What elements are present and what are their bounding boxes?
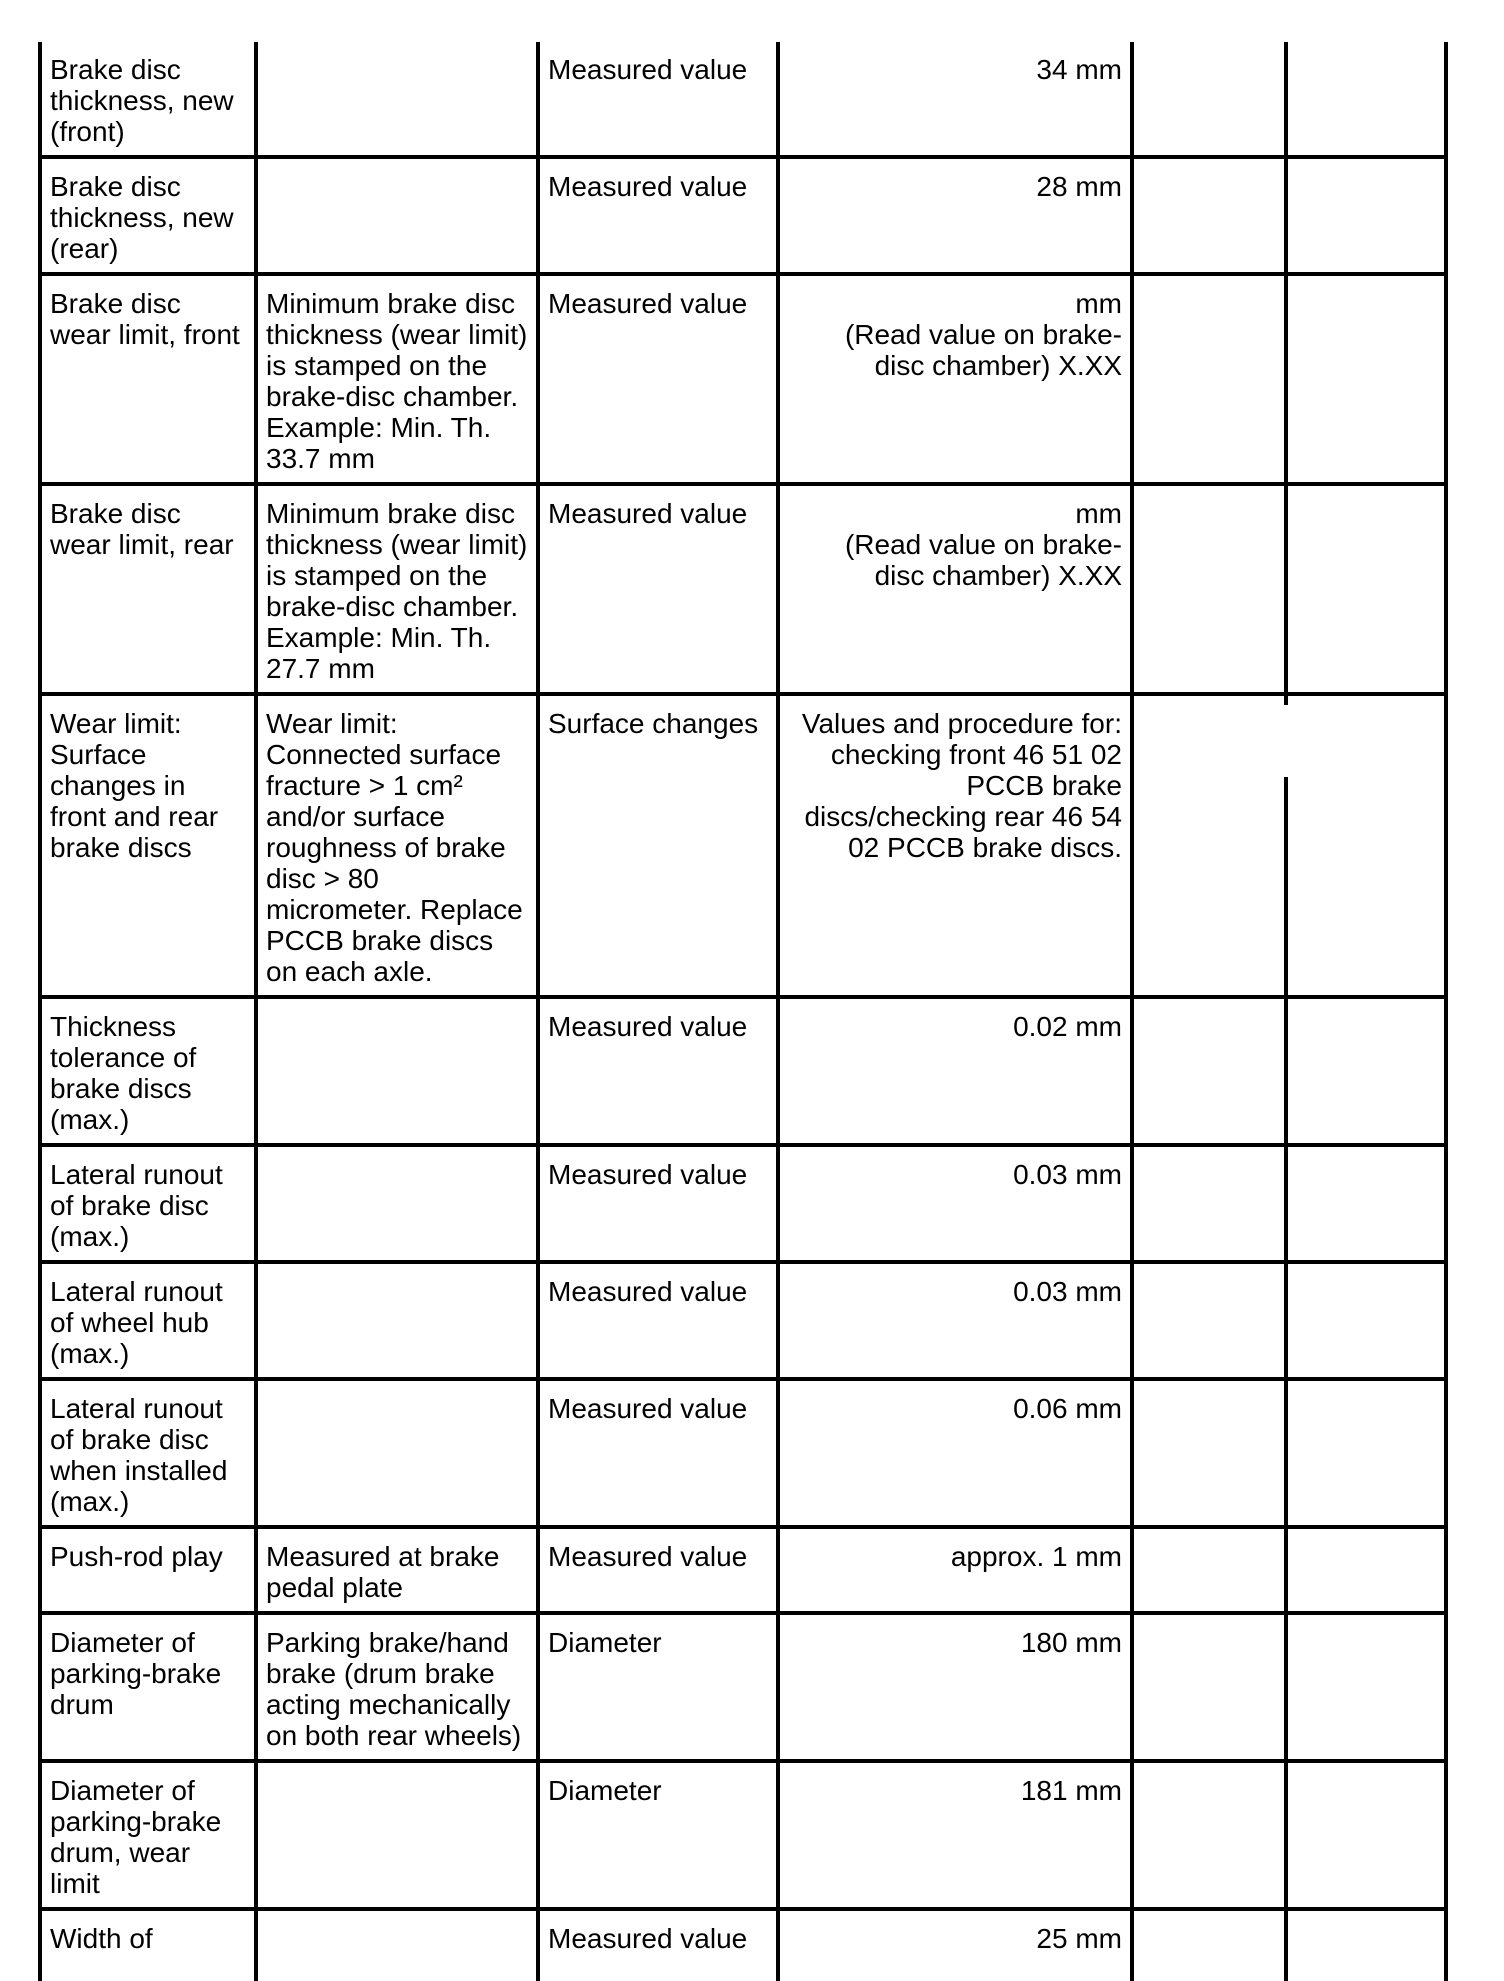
- parameter-cell: Width of: [40, 1909, 256, 1981]
- table-row: [40, 1262, 1446, 1379]
- note-cell: [256, 1761, 538, 1909]
- parameter-cell: Brake disc wear limit, rear: [40, 484, 256, 694]
- table-row: [40, 1145, 1446, 1262]
- value-cell: mm (Read value on brake- disc chamber) X.XX: [778, 484, 1132, 694]
- note-cell: [256, 997, 538, 1145]
- note-cell: [256, 1909, 538, 1981]
- type-cell: Measured value: [538, 274, 778, 484]
- blank-cell-5: [1132, 1379, 1286, 1527]
- table-row: [40, 694, 1446, 997]
- parameter-cell: Thickness tolerance of brake discs (max.): [40, 997, 256, 1145]
- type-cell: Surface changes: [538, 694, 778, 997]
- note-cell: [256, 1379, 538, 1527]
- table-row: [40, 1761, 1446, 1909]
- blank-cell-6: [1286, 997, 1446, 1145]
- value-cell: approx. 1 mm: [778, 1527, 1132, 1613]
- note-cell: Measured at brake pedal plate: [256, 1527, 538, 1613]
- value-cell: 34 mm: [778, 42, 1132, 157]
- parameter-cell: Brake disc thickness, new (front): [40, 42, 256, 157]
- blank-cell-6: [1286, 1379, 1446, 1527]
- table-row: [40, 157, 1446, 274]
- value-cell: 0.02 mm: [778, 997, 1132, 1145]
- type-cell: Measured value: [538, 1379, 778, 1527]
- table-row: [40, 274, 1446, 484]
- note-cell: [256, 157, 538, 274]
- type-cell: Measured value: [538, 1262, 778, 1379]
- type-cell: Measured value: [538, 1145, 778, 1262]
- blank-cell-5: [1132, 694, 1286, 997]
- blank-cell-5: [1132, 274, 1286, 484]
- blank-cell-6: [1286, 1262, 1446, 1379]
- blank-cell-6: [1286, 1761, 1446, 1909]
- value-cell: 0.06 mm: [778, 1379, 1132, 1527]
- table-row: [40, 997, 1446, 1145]
- type-cell: Diameter: [538, 1761, 778, 1909]
- blank-cell-6: [1286, 694, 1446, 997]
- type-cell: Measured value: [538, 1527, 778, 1613]
- value-cell: 181 mm: [778, 1761, 1132, 1909]
- table-row: [40, 484, 1446, 694]
- blank-cell-6: [1286, 1145, 1446, 1262]
- divider-gap: [1278, 705, 1288, 777]
- note-cell: [256, 1145, 538, 1262]
- parameter-cell: Brake disc thickness, new (rear): [40, 157, 256, 274]
- table-row: [40, 1527, 1446, 1613]
- blank-cell-6: [1286, 1527, 1446, 1613]
- note-cell: Minimum brake disc thickness (wear limit) is stamped on the brake-disc chamber. Example: Min. Th. 33.7 mm: [256, 274, 538, 484]
- blank-cell-5: [1132, 1761, 1286, 1909]
- blank-cell-5: [1132, 157, 1286, 274]
- blank-cell-6: [1286, 1909, 1446, 1981]
- note-cell: Minimum brake disc thickness (wear limit) is stamped on the brake-disc chamber. Example: Min. Th. 27.7 mm: [256, 484, 538, 694]
- blank-cell-5: [1132, 484, 1286, 694]
- parameter-cell: Lateral runout of brake disc (max.): [40, 1145, 256, 1262]
- blank-cell-5: [1132, 997, 1286, 1145]
- blank-cell-5: [1132, 1527, 1286, 1613]
- value-cell: mm (Read value on brake- disc chamber) X.XX: [778, 274, 1132, 484]
- blank-cell-5: [1132, 1145, 1286, 1262]
- note-cell: [256, 42, 538, 157]
- parameter-cell: Wear limit: Surface changes in front and rear brake discs: [40, 694, 256, 997]
- blank-cell-6: [1286, 484, 1446, 694]
- blank-cell-6: [1286, 274, 1446, 484]
- type-cell: Measured value: [538, 42, 778, 157]
- type-cell: Measured value: [538, 1909, 778, 1981]
- parameter-cell: Lateral runout of wheel hub (max.): [40, 1262, 256, 1379]
- parameter-cell: Brake disc wear limit, front: [40, 274, 256, 484]
- blank-cell-6: [1286, 1613, 1446, 1761]
- table-row: [40, 1379, 1446, 1527]
- blank-cell-5: [1132, 42, 1286, 157]
- blank-cell-5: [1132, 1909, 1286, 1981]
- parameter-cell: Diameter of parking-brake drum, wear limit: [40, 1761, 256, 1909]
- blank-cell-6: [1286, 157, 1446, 274]
- note-cell: [256, 1262, 538, 1379]
- parameter-cell: Lateral runout of brake disc when installed (max.): [40, 1379, 256, 1527]
- value-cell: 25 mm: [778, 1909, 1132, 1981]
- brake-specifications-table: [38, 42, 1448, 1981]
- table-row: [40, 1613, 1446, 1761]
- blank-cell-5: [1132, 1262, 1286, 1379]
- note-cell: Parking brake/hand brake (drum brake acting mechanically on both rear wheels): [256, 1613, 538, 1761]
- type-cell: Measured value: [538, 484, 778, 694]
- blank-cell-6: [1286, 42, 1446, 157]
- type-cell: Diameter: [538, 1613, 778, 1761]
- type-cell: Measured value: [538, 157, 778, 274]
- value-cell: 180 mm: [778, 1613, 1132, 1761]
- value-cell: 28 mm: [778, 157, 1132, 274]
- table-row: [40, 42, 1446, 157]
- spec-sheet: [38, 42, 1444, 1954]
- blank-cell-5: [1132, 1613, 1286, 1761]
- value-cell: 0.03 mm: [778, 1262, 1132, 1379]
- value-cell: 0.03 mm: [778, 1145, 1132, 1262]
- type-cell: Measured value: [538, 997, 778, 1145]
- value-cell: Values and procedure for: checking front 46 51 02 PCCB brake discs/checking rear 46 54 02 PCCB brake discs.: [778, 694, 1132, 997]
- table-row: [40, 1909, 1446, 1981]
- parameter-cell: Push-rod play: [40, 1527, 256, 1613]
- note-cell: Wear limit: Connected surface fracture > 1 cm² and/or surface roughness of brake disc > 80 micrometer. Replace PCCB brake discs on each axle.: [256, 694, 538, 997]
- parameter-cell: Diameter of parking-brake drum: [40, 1613, 256, 1761]
